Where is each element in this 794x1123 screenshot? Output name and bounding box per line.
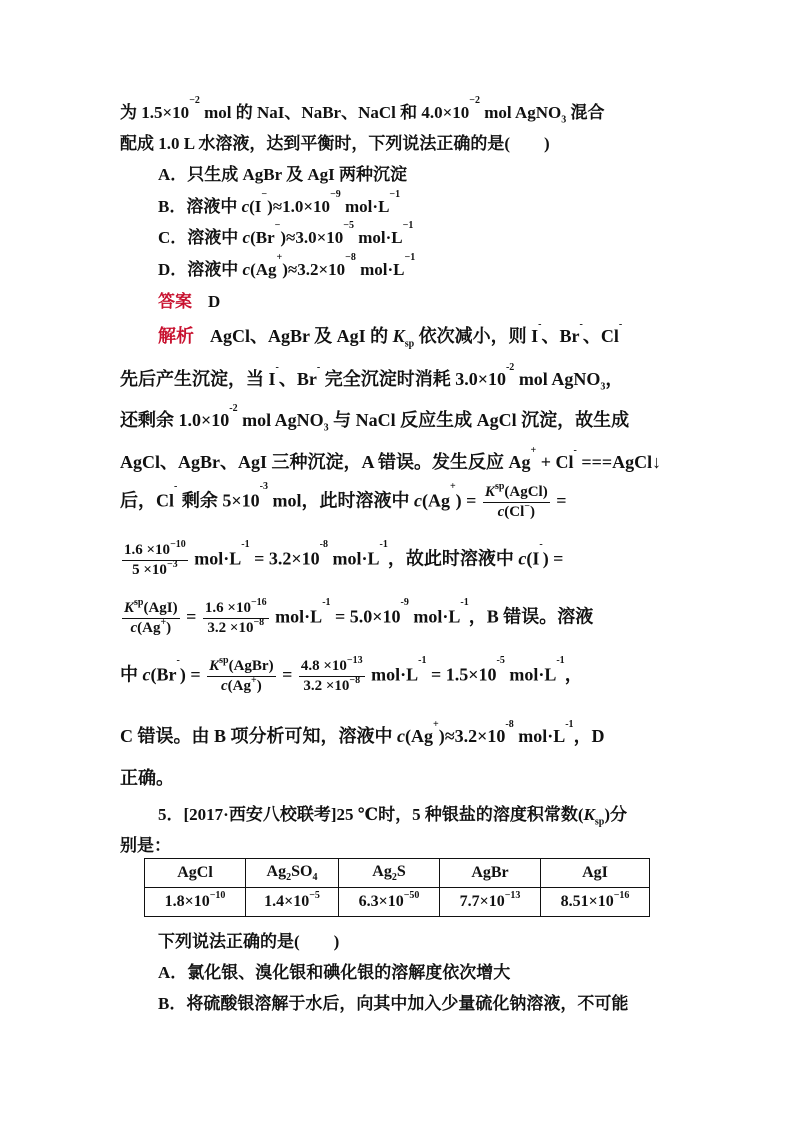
- table-cell: $7.7\times 10^{-13}$: [440, 888, 541, 917]
- q4-option-c: C．溶液中 $c(Br^-)\approx 3.0\times 10^{-5}$ $mol\cdot L^{-1}$: [158, 220, 414, 247]
- q4-line-1: 为 $1.5\times 10^{-2}$ mol 的 NaI、NaBr、NaCl 和 $4.0\times 10^{-2}$ mol AgNO$_3$ 混合: [120, 95, 605, 126]
- q4-option-d: D．溶液中 $c(Ag^+)\approx 3.2\times 10^{-8}$ $mol\cdot L^{-1}$: [158, 252, 416, 279]
- table-header: $Ag_2S$: [339, 859, 440, 888]
- q5-option-b: B．将硫酸银溶解于水后，向其中加入少量硫化钠溶液，不可能: [158, 994, 629, 1013]
- table-header: AgBr: [440, 859, 541, 888]
- analysis-line-9: C 错误。由 B 项分析可知，溶液中 $c(Ag^+)\approx 3.2\times 10^{-8}$ $mol\cdot L^{-1}$，D: [120, 719, 605, 746]
- q5-line-2: 别是：: [120, 836, 171, 855]
- q4-answer: [158, 287, 220, 312]
- fraction-6a: $\frac{1.6 \times 10^{-10}}{5 \times 10^{-3}}$: [124, 539, 186, 578]
- fraction-8b: $\frac{4.8 \times 10^{-13}}{3.2 \times 10^{-8}}$: [300, 655, 363, 694]
- table-cell: $1.8\times 10^{-10}$: [145, 888, 246, 917]
- analysis-line-5: 后，Cl- 剩余 $5\times 10^{-3}$ mol，此时溶液中 c(Ag+) = $\frac{K^{sp}(AgCl)}{c(Cl^-)}$ =: [120, 481, 567, 520]
- q4-line-2: 配成 1.0 L 水溶液，达到平衡时，下列说法正确的是( ): [120, 134, 550, 153]
- q5-prompt: 下列说法正确的是( ): [158, 932, 340, 951]
- analysis-line-6: $\frac{1.6 \times 10^{-10}}{5 \times 10^{-3}}$ $mol\cdot L^{-1} = 3.2\times 10^{-8}$ $mol\cdot L^{-1}$，故此时溶液中 c(I-) =: [124, 539, 564, 578]
- answer-value: D: [208, 292, 221, 311]
- analysis-line-3: 还剩余 $1.0\times 10^{-2}$ mol AgNO$_3$ 与 NaCl 反应生成 AgCl 沉淀，故生成: [120, 403, 630, 434]
- ksp-table: [144, 858, 650, 917]
- analysis-line-4: AgCl、AgBr、AgI 三种沉淀，A 错误。发生反应 Ag+ + Cl- ===AgCl↓: [120, 445, 662, 472]
- table-cell: $1.4\times 10^{-5}$: [246, 888, 339, 917]
- fraction-ksp-agbr: $\frac{K^{sp}(AgBr)}{c(Ag^+)}$: [209, 655, 274, 694]
- q5-option-a: A．氯化银、溴化银和碘化银的溶解度依次增大: [158, 963, 511, 982]
- analysis-label: 解析: [158, 326, 194, 346]
- analysis-line-7: $\frac{K^{sp}(AgI)}{c(Ag^+)}$ = $\frac{1.6 \times 10^{-16}}{3.2 \times 10^{-8}}$ $mol\cdot L^{-1} = 5.0\times 10^{-9}$ $mol\cdot L^{-1}$，B 错误。溶液: [124, 597, 594, 636]
- fraction-ksp-agi: $\frac{K^{sp}(AgI)}{c(Ag^+)}$: [124, 597, 178, 636]
- table-cell: $6.3\times 10^{-50}$: [339, 888, 440, 917]
- fraction-ksp-agcl: $\frac{K^{sp}(AgCl)}{c(Cl^-)}$: [484, 481, 548, 520]
- fraction-7b: $\frac{1.6 \times 10^{-16}}{3.2 \times 10^{-8}}$: [204, 597, 267, 636]
- q5-line-1: 5．[2017·西安八校联考]25 ℃时，5 种银盐的溶度积常数$(K_{sp})$分: [158, 805, 627, 828]
- analysis-line-2: 先后产生沉淀，当 I-、Br- 完全沉淀时消耗 $3.0\times 10^{-2}$ mol AgNO$_3$，: [120, 362, 624, 393]
- analysis-line-10: 正确。: [120, 768, 174, 788]
- table-row: [145, 888, 650, 917]
- answer-label: 答案: [158, 292, 192, 311]
- q4-option-b: B．溶液中 $c(I^-)\approx 1.0\times 10^{-9}$ $mol\cdot L^{-1}$: [158, 189, 401, 216]
- analysis-line-1: 解析 AgCl、AgBr 及 AgI 的 $K_{sp}$ 依次减小，则 I-、Br-、Cl-: [158, 319, 623, 350]
- table-cell: $8.51\times 10^{-16}$: [541, 888, 650, 917]
- q4-option-a: A．只生成 AgBr 及 AgI 两种沉淀: [158, 165, 408, 184]
- analysis-line-8: 中 c(Br-) = $\frac{K^{sp}(AgBr)}{c(Ag^+)}$ = $\frac{4.8 \times 10^{-13}}{3.2 \times 10^{-8}}$ $mol\cdot L^{-1} = 1.5\times 10^{-5}$ $mol\cdot L^{-1}$，: [120, 655, 583, 694]
- table-header: $Ag_2SO_4$: [246, 859, 339, 888]
- table-header: AgI: [541, 859, 650, 888]
- table-header: AgCl: [145, 859, 246, 888]
- table-header-row: [145, 859, 650, 888]
